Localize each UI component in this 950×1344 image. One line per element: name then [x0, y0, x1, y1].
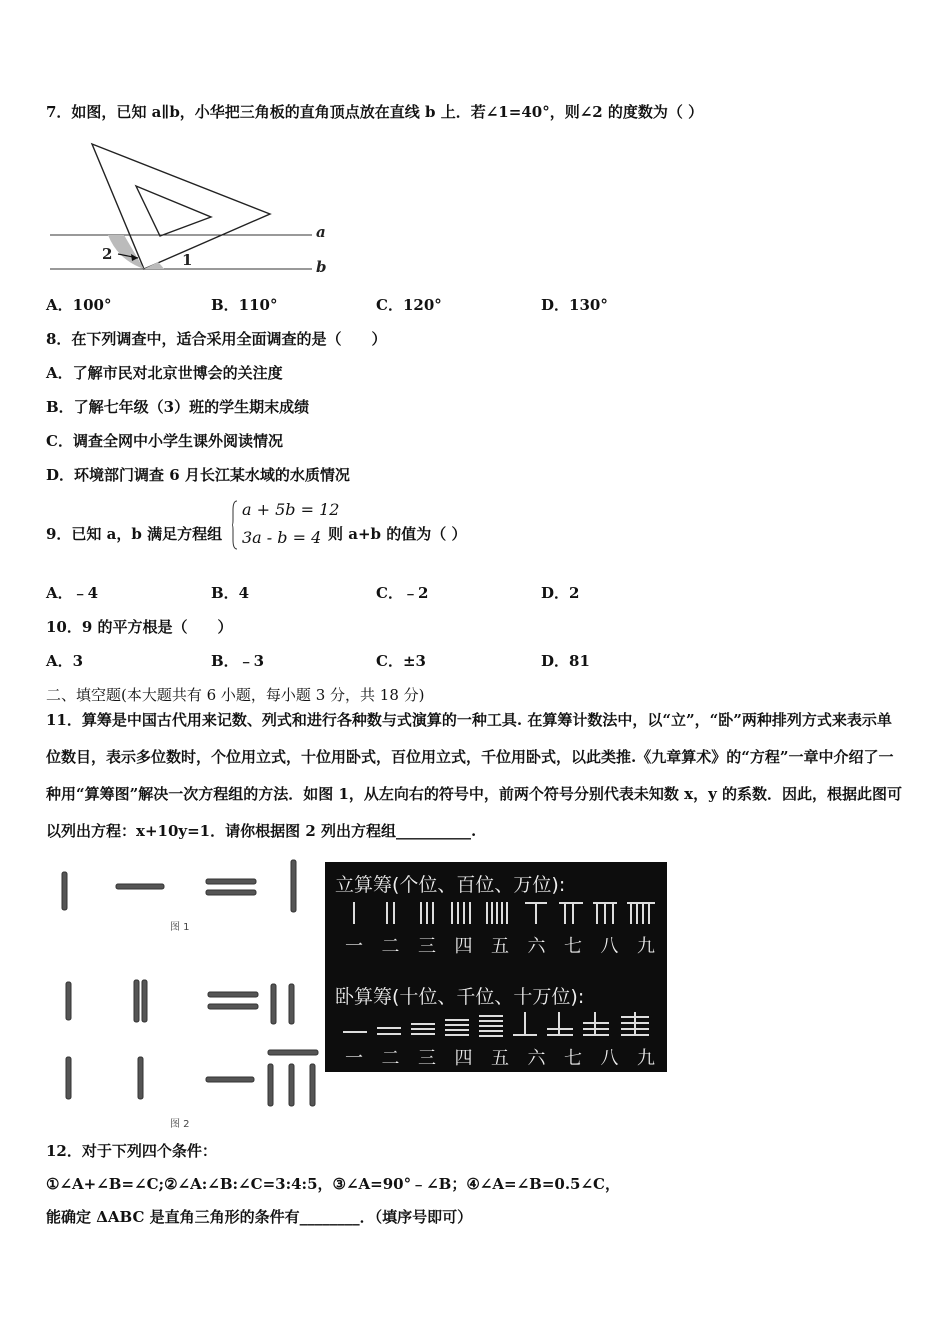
q8-option-c: C．调查全网中小学生课外阅读情况	[46, 432, 283, 450]
vertical-rods-title: 立算筹(个位、百位、万位):	[335, 874, 566, 896]
section-heading: 二、填空题(本大题共有 6 小题，每小题 3 分，共 18 分)	[46, 686, 425, 704]
angle-2-mark	[108, 235, 144, 269]
numeral: 二	[381, 1048, 400, 1069]
q9-stem-before: 9．已知 a，b 满足方程组	[46, 525, 223, 543]
q12-ask: 能确定 ΔABC 是直角三角形的条件有________．（填序号即可）	[46, 1208, 473, 1226]
equation-system	[232, 498, 340, 554]
q7-option-d: D．130°	[541, 296, 608, 314]
q8-stem: 8．在下列调查中，适合采用全面调查的是（ ）	[46, 330, 387, 348]
vertical-numerals	[337, 932, 663, 958]
numeral: 六	[527, 1048, 546, 1069]
label-a: a	[316, 223, 326, 241]
numeral: 四	[454, 936, 473, 957]
counting-rod-panel	[325, 862, 667, 1072]
q7-option-a: A．100°	[46, 296, 112, 314]
equation-1: a + 5b = 12	[242, 500, 340, 519]
numeral: 一	[345, 1048, 363, 1069]
vertical-rods	[337, 900, 663, 926]
numeral: 七	[564, 1048, 582, 1069]
q10-stem: 10．9 的平方根是（ ）	[46, 618, 233, 636]
fig2-caption: 图 2	[170, 1119, 190, 1130]
numeral: 八	[600, 936, 619, 957]
q9-option-a: A．﹣4	[46, 584, 99, 602]
q10-option-c: C．±3	[376, 652, 426, 670]
q9-option-d: D．2	[541, 584, 580, 602]
label-angle-2: 2	[102, 245, 113, 263]
brace-icon	[232, 500, 238, 550]
numeral: 七	[564, 936, 582, 957]
numeral: 一	[345, 936, 363, 957]
q8-option-a: A．了解市民对北京世博会的关注度	[46, 364, 283, 382]
q9-option-b: B．4	[211, 584, 250, 602]
label-b: b	[316, 258, 327, 276]
numeral: 三	[418, 1048, 436, 1069]
numeral: 五	[491, 936, 509, 957]
q10-option-d: D．81	[541, 652, 590, 670]
counting-rod-figures	[46, 852, 324, 1132]
q10-option-b: B．﹣3	[211, 652, 265, 670]
q12-stem: 12．对于下列四个条件：	[46, 1142, 217, 1160]
numeral: 三	[418, 936, 436, 957]
q7-option-b: B．110°	[211, 296, 278, 314]
equation-2: 3a - b = 4	[242, 528, 322, 547]
q8-option-b: B．了解七年级（3）班的学生期末成绩	[46, 398, 310, 416]
numeral: 六	[527, 936, 546, 957]
q8-option-d: D．环境部门调查 6 月长江某水域的水质情况	[46, 466, 350, 484]
horizontal-numerals	[337, 1044, 663, 1070]
q7-option-c: C．120°	[376, 296, 442, 314]
horizontal-rods	[337, 1010, 663, 1038]
numeral: 九	[637, 936, 655, 957]
q7-figure	[46, 138, 346, 278]
numeral: 四	[454, 1048, 473, 1069]
q9-stem-after: 则 a+b 的值为（ ）	[328, 525, 467, 543]
triangle-inner	[136, 186, 211, 236]
numeral: 九	[637, 1048, 655, 1069]
q10-option-a: A．3	[46, 652, 84, 670]
q12-conditions: ①∠A+∠B=∠C;②∠A:∠B:∠C=3:4:5，③∠A=90°﹣∠B；④∠A=∠B=0.5∠C，	[46, 1175, 620, 1193]
numeral: 五	[491, 1048, 509, 1069]
angle-1-mark	[144, 262, 164, 269]
q11-text: 11．算筹是中国古代用来记数、列式和进行各种数与式演算的一种工具. 在算筹计数法中，以“立”，“卧”两种排列方式来表示单位数目，表示多位数时，个位用立式，十位用卧式，百位用立式，千位用卧式，以此类推.《九章算术》的“方程”一章中介绍了一种用“算筹图”解决一次方程组的方法．如图 1，从左向右的符号中，前两个符号分别代表未知数 x，y 的系数．因此，根据此图可以列出方程：x+10y=1．请你根据图 2 列出方程组__________.	[46, 711, 903, 840]
numeral: 八	[600, 1048, 619, 1069]
q9-option-c: C．﹣2	[376, 584, 429, 602]
q7-stem: 7．如图，已知 a∥b，小华把三角板的直角顶点放在直线 b 上．若∠1=40°，则∠2 的度数为（ ）	[46, 103, 704, 121]
numeral: 二	[381, 936, 400, 957]
horizontal-rods-title: 卧算筹(十位、千位、十万位):	[335, 986, 585, 1008]
fig1-caption: 图 1	[170, 922, 190, 933]
label-angle-1: 1	[182, 251, 193, 269]
